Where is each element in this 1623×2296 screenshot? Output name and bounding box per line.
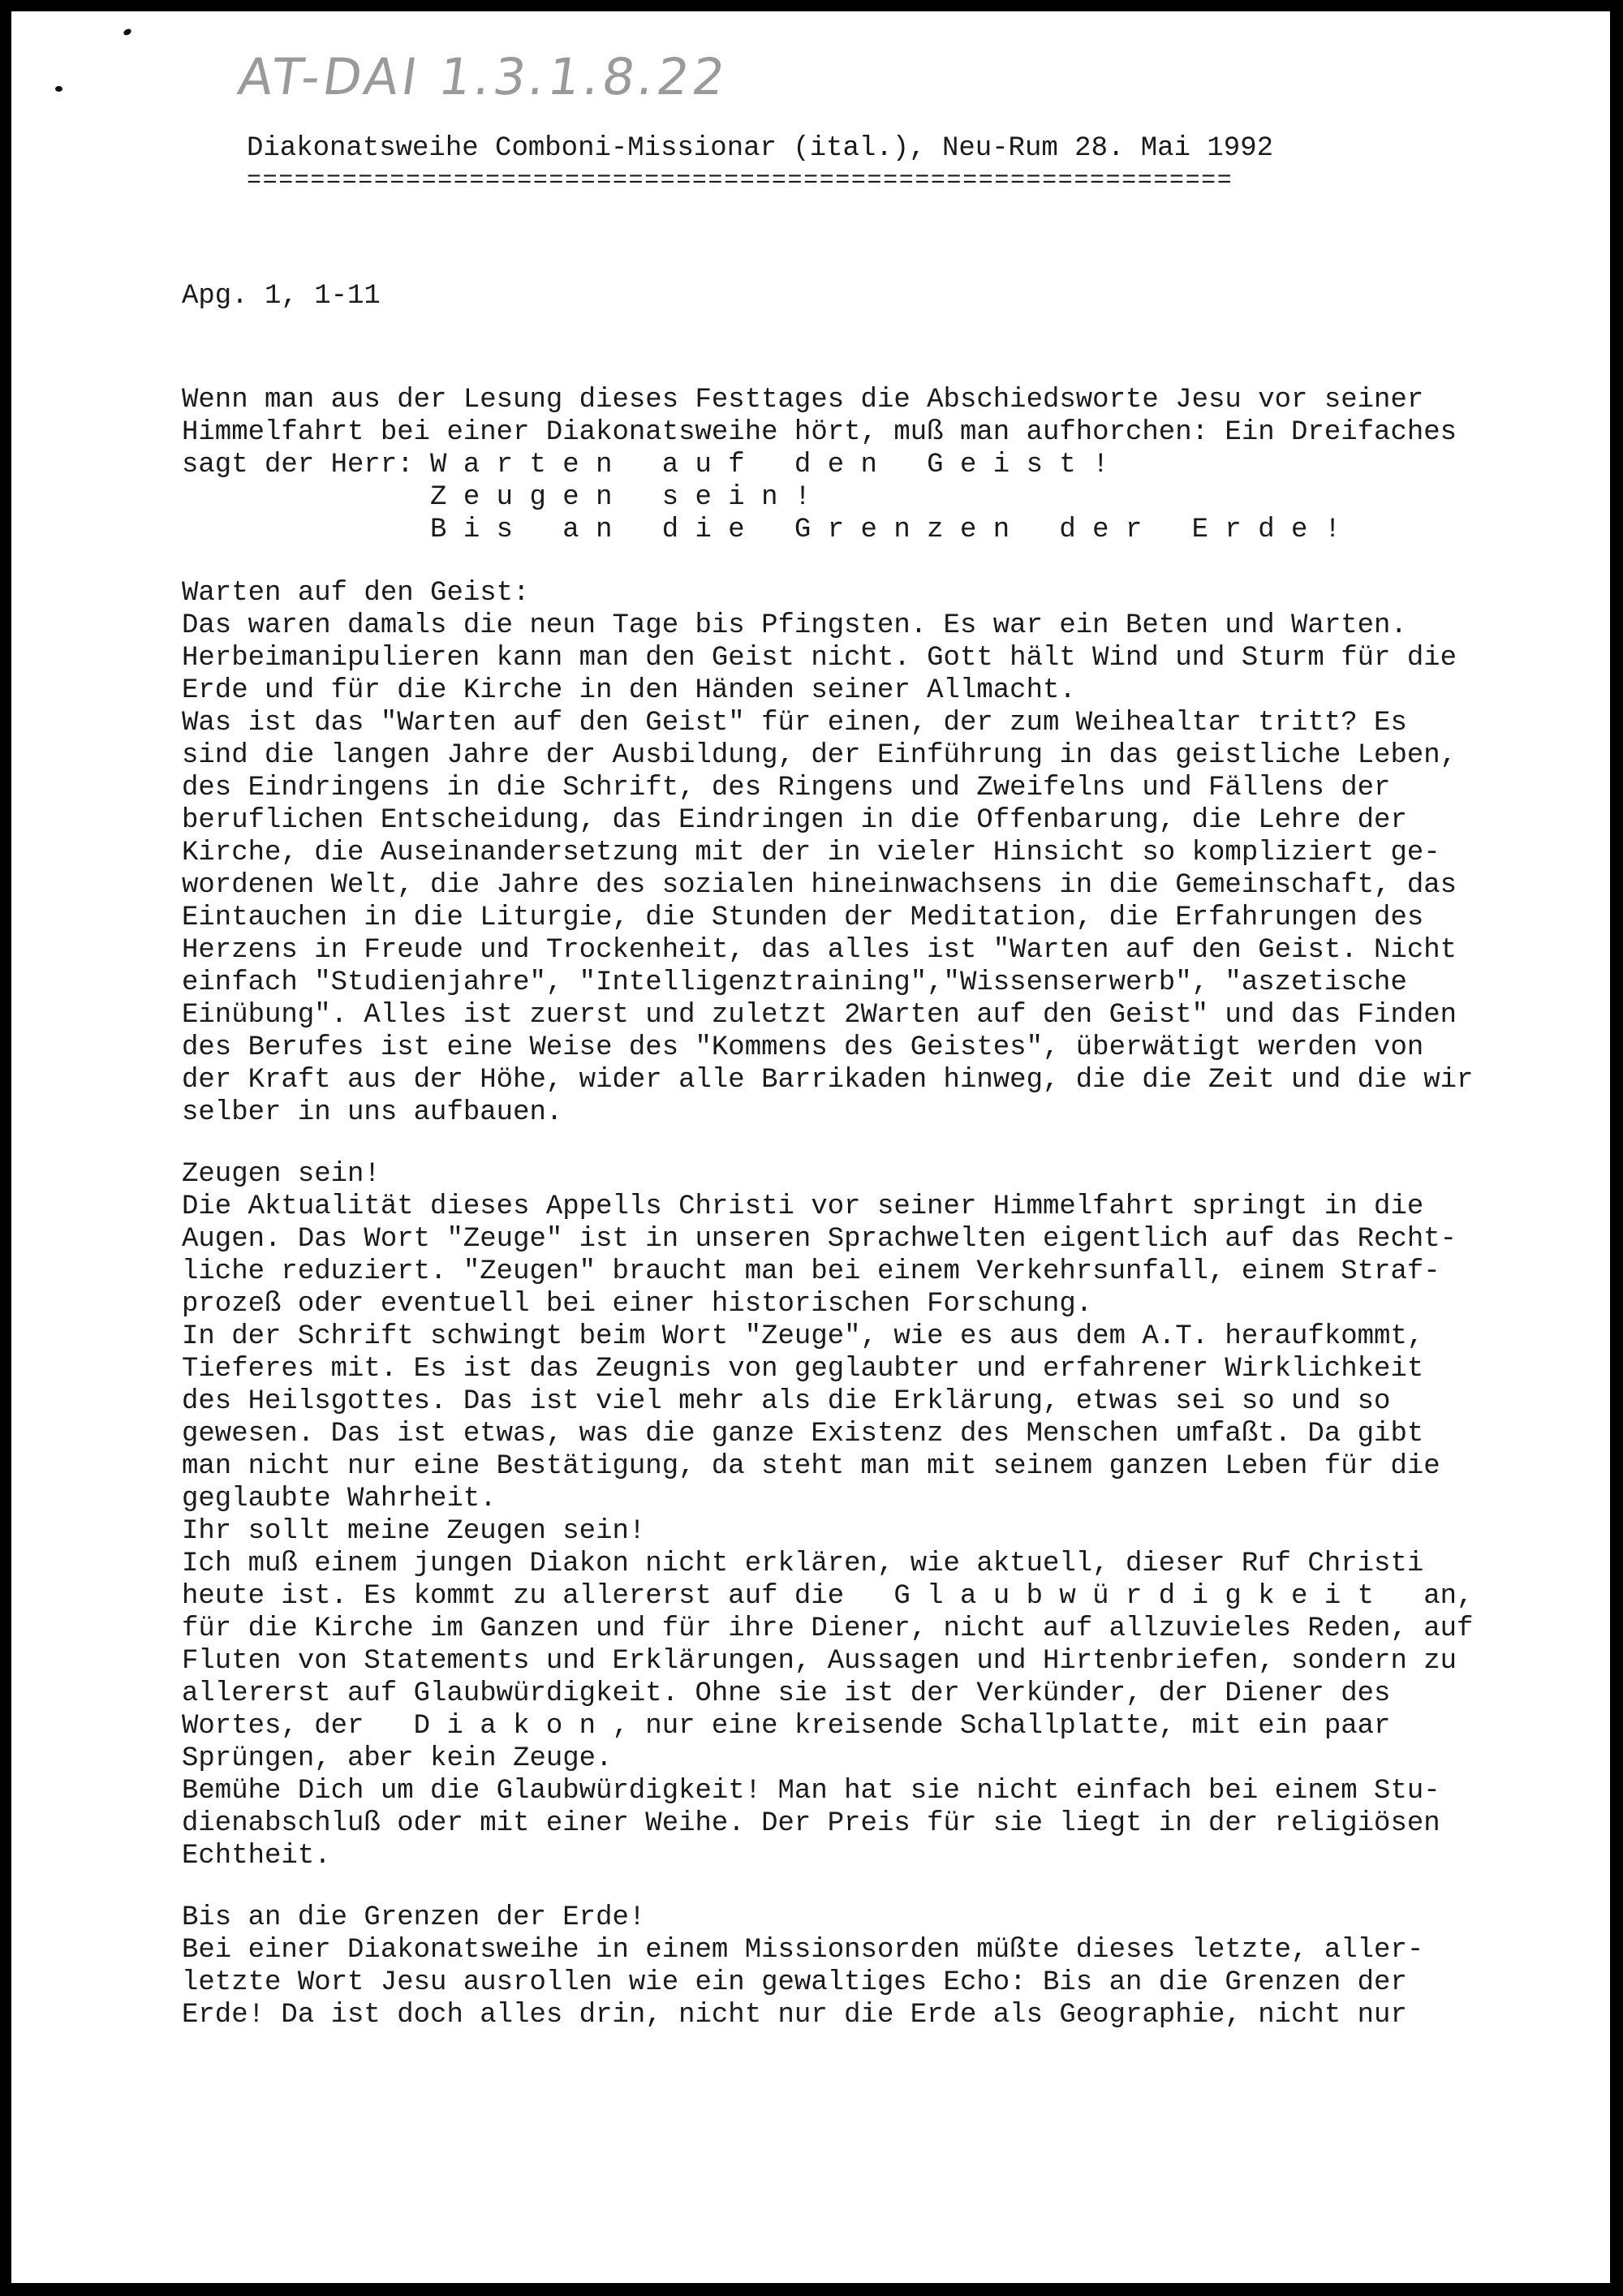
paragraph-line: heute ist. Es kommt zu allererst auf die G l a u b w ü r d i g k e i t an,	[182, 1581, 1474, 1612]
section-heading: Bis an die Grenzen der Erde!	[182, 1902, 646, 1933]
typed-text	[11, 11, 1610, 2283]
paragraph-line: Bei einer Diakonatsweihe in einem Missionsorden müßte dieses letzte, aller-	[182, 1935, 1424, 1966]
paragraph-line: für die Kirche im Ganzen und für ihre Diener, nicht auf allzuvieles Reden, auf	[182, 1613, 1474, 1644]
paragraph-line: sind die langen Jahre der Ausbildung, der Einführung in das geistliche Leben,	[182, 740, 1457, 771]
document-page	[11, 11, 1610, 2283]
title-underline: ==============================================================	[247, 167, 1233, 195]
paragraph-line: Einübung". Alles ist zuerst und zuletzt 2Warten auf den Geist" und das Finden	[182, 1000, 1457, 1031]
paragraph-line: Erde! Da ist doch alles drin, nicht nur die Erde als Geographie, nicht nur	[182, 2000, 1407, 2031]
paragraph-line: Eintauchen in die Liturgie, die Stunden der Meditation, die Erfahrungen des	[182, 902, 1424, 933]
paragraph-line: Echtheit.	[182, 1841, 331, 1872]
intro-line: sagt der Herr: W a r t e n a u f d e n G e i s t !	[182, 450, 1109, 480]
paragraph-line: der Kraft aus der Höhe, wider alle Barrikaden hinweg, die die Zeit und die wir	[182, 1065, 1474, 1096]
paragraph-line: Ich muß einem jungen Diakon nicht erklären, wie aktuell, dieser Ruf Christi	[182, 1549, 1424, 1579]
paragraph-line: In der Schrift schwingt beim Wort "Zeuge", wie es aus dem A.T. heraufkommt,	[182, 1321, 1424, 1352]
paragraph-line: Augen. Das Wort "Zeuge" ist in unseren Sprachwelten eigentlich auf das Recht-	[182, 1224, 1457, 1255]
paragraph-line: einfach "Studienjahre", "Intelligenztraining","Wissenserwerb", "aszetische	[182, 967, 1407, 998]
section-heading: Zeugen sein!	[182, 1159, 381, 1190]
paragraph-line: gewesen. Das ist etwas, was die ganze Existenz des Menschen umfaßt. Da gibt	[182, 1419, 1424, 1450]
paragraph-line: Die Aktualität dieses Appells Christi vor seiner Himmelfahrt springt in die	[182, 1191, 1424, 1222]
paragraph-line: Tieferes mit. Es ist das Zeugnis von geglaubter und erfahrener Wirklichkeit	[182, 1354, 1424, 1385]
intro-line: Himmelfahrt bei einer Diakonatsweihe hört, muß man aufhorchen: Ein Dreifaches	[182, 417, 1457, 448]
paragraph-line: Ihr sollt meine Zeugen sein!	[182, 1516, 646, 1547]
paragraph-line: Wortes, der D i a k o n , nur eine kreisende Schallplatte, mit ein paar	[182, 1711, 1391, 1742]
paragraph-line: selber in uns aufbauen.	[182, 1097, 563, 1128]
paragraph-line: dienabschluß oder mit einer Weihe. Der Preis für sie liegt in der religiösen	[182, 1808, 1440, 1839]
intro-line: Wenn man aus der Lesung dieses Festtages die Abschiedsworte Jesu vor seiner	[182, 385, 1424, 416]
document-title: Diakonatsweihe Comboni-Missionar (ital.), Neu-Rum 28. Mai 1992	[247, 133, 1274, 164]
intro-line: Z e u g e n s e i n !	[182, 482, 812, 513]
paragraph-line: Das waren damals die neun Tage bis Pfingsten. Es war ein Beten und Warten.	[182, 610, 1407, 641]
paragraph-line: des Berufes ist eine Weise des "Kommens des Geistes", überwätigt werden von	[182, 1032, 1424, 1063]
paragraph-line: Kirche, die Auseinandersetzung mit der in vieler Hinsicht so kompliziert ge-	[182, 838, 1440, 868]
paragraph-line: liche reduziert. "Zeugen" braucht man bei einem Verkehrsunfall, einem Straf-	[182, 1256, 1440, 1287]
intro-line: B i s a n d i e G r e n z e n d e r E r d e !	[182, 515, 1341, 545]
paragraph-line: beruflichen Entscheidung, das Eindringen in die Offenbarung, die Lehre der	[182, 805, 1407, 836]
paragraph-line: Was ist das "Warten auf den Geist" für einen, der zum Weihealtar tritt? Es	[182, 708, 1407, 739]
paragraph-line: Sprüngen, aber kein Zeuge.	[182, 1743, 613, 1774]
handwritten-archive-number: AT-DAI 1.3.1.8.22	[234, 47, 732, 106]
paragraph-line: Herbeimanipulieren kann man den Geist nicht. Gott hält Wind und Sturm für die	[182, 643, 1457, 674]
paragraph-line: allererst auf Glaubwürdigkeit. Ohne sie ist der Verkünder, der Diener des	[182, 1678, 1391, 1709]
paragraph-line: wordenen Welt, die Jahre des sozialen hineinwachsens in die Gemeinschaft, das	[182, 870, 1457, 901]
paragraph-line: des Heilsgottes. Das ist viel mehr als die Erklärung, etwas sei so und so	[182, 1386, 1391, 1417]
paragraph-line: letzte Wort Jesu ausrollen wie ein gewaltiges Echo: Bis an die Grenzen der	[182, 1967, 1407, 1998]
paragraph-line: Herzens in Freude und Trockenheit, das alles ist "Warten auf den Geist. Nicht	[182, 935, 1457, 966]
paragraph-line: Fluten von Statements und Erklärungen, Aussagen und Hirtenbriefen, sondern zu	[182, 1646, 1457, 1677]
paragraph-line: man nicht nur eine Bestätigung, da steht man mit seinem ganzen Leben für die	[182, 1451, 1440, 1482]
paragraph-line: prozeß oder eventuell bei einer historischen Forschung.	[182, 1289, 1093, 1320]
paragraph-line: des Eindringens in die Schrift, des Ringens und Zweifelns und Fällens der	[182, 773, 1391, 803]
paragraph-line: geglaubte Wahrheit.	[182, 1484, 497, 1514]
paragraph-line: Erde und für die Kirche in den Händen seiner Allmacht.	[182, 675, 1076, 706]
scripture-reference: Apg. 1, 1-11	[182, 281, 381, 312]
paragraph-line: Bemühe Dich um die Glaubwürdigkeit! Man hat sie nicht einfach bei einem Stu-	[182, 1776, 1440, 1807]
section-heading: Warten auf den Geist:	[182, 578, 530, 609]
